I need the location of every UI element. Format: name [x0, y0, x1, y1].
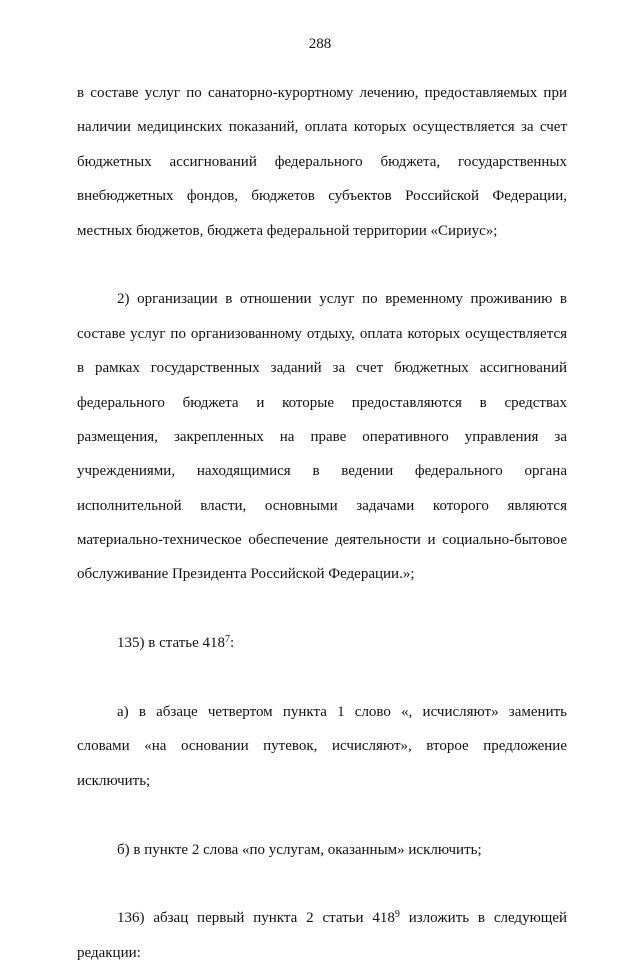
text-fragment: изложить в следующей: [408, 910, 568, 927]
superscript: 7: [225, 634, 231, 646]
text-line: [77, 901, 567, 935]
text-line: редакции:: [77, 944, 141, 961]
text-line: исключить;: [77, 772, 151, 789]
article-ref: 136) абзац первый пункта 2 статьи 418: [117, 910, 395, 927]
superscript: 9: [394, 909, 400, 921]
text-line: бюджетных ассигнований федерального бюджета, государственных: [77, 153, 567, 170]
text-line: в составе услуг по санаторно-курортному лечению, предоставляемых при: [77, 85, 567, 101]
text-line: учреждениями, находящимися в ведении федерального органа: [77, 463, 567, 480]
text-line: размещения, закрепленных на праве оперативного управления за: [77, 428, 567, 445]
text-line: словами «на основании путевок, исчисляют», второе предложение: [77, 738, 567, 755]
text-line: в рамках государственных заданий за счет бюджетных ассигнований: [77, 360, 567, 377]
page-number: 288: [308, 36, 332, 52]
text-line: федерального бюджета и которые предоставляются в средствах: [77, 394, 567, 411]
text-line: составе услуг по организованному отдыху, оплата которых осуществляется: [77, 325, 567, 342]
text-line: исполнительной власти, основными задачами которого являются: [77, 497, 567, 514]
document-body: [77, 76, 567, 970]
text-line: внебюджетных фондов, бюджетов субъектов Российской Федерации,: [77, 188, 567, 205]
text-line: а) в абзаце четвертом пункта 1 слово «, исчисляют» заменить: [117, 704, 567, 721]
text-line: 135) в статье $418^7$:: [117, 634, 235, 652]
text-line: б) в пункте 2 слова «по услугам, оказанным» исключить;: [117, 841, 482, 858]
text-line: наличии медицинских показаний, оплата которых осуществляется за счет: [77, 119, 567, 136]
text-line: 2) организации в отношении услуг по временному проживанию в: [117, 291, 567, 308]
text-line: обслуживание Президента Российской Федерации.»;: [77, 566, 415, 583]
article-ref: 135) в статье 418: [117, 635, 226, 652]
text-line: местных бюджетов, бюджета федеральной территории «Сириус»;: [77, 222, 498, 239]
text-line: материально-техническое обеспечение деятельности и социально-бытовое: [77, 532, 567, 549]
